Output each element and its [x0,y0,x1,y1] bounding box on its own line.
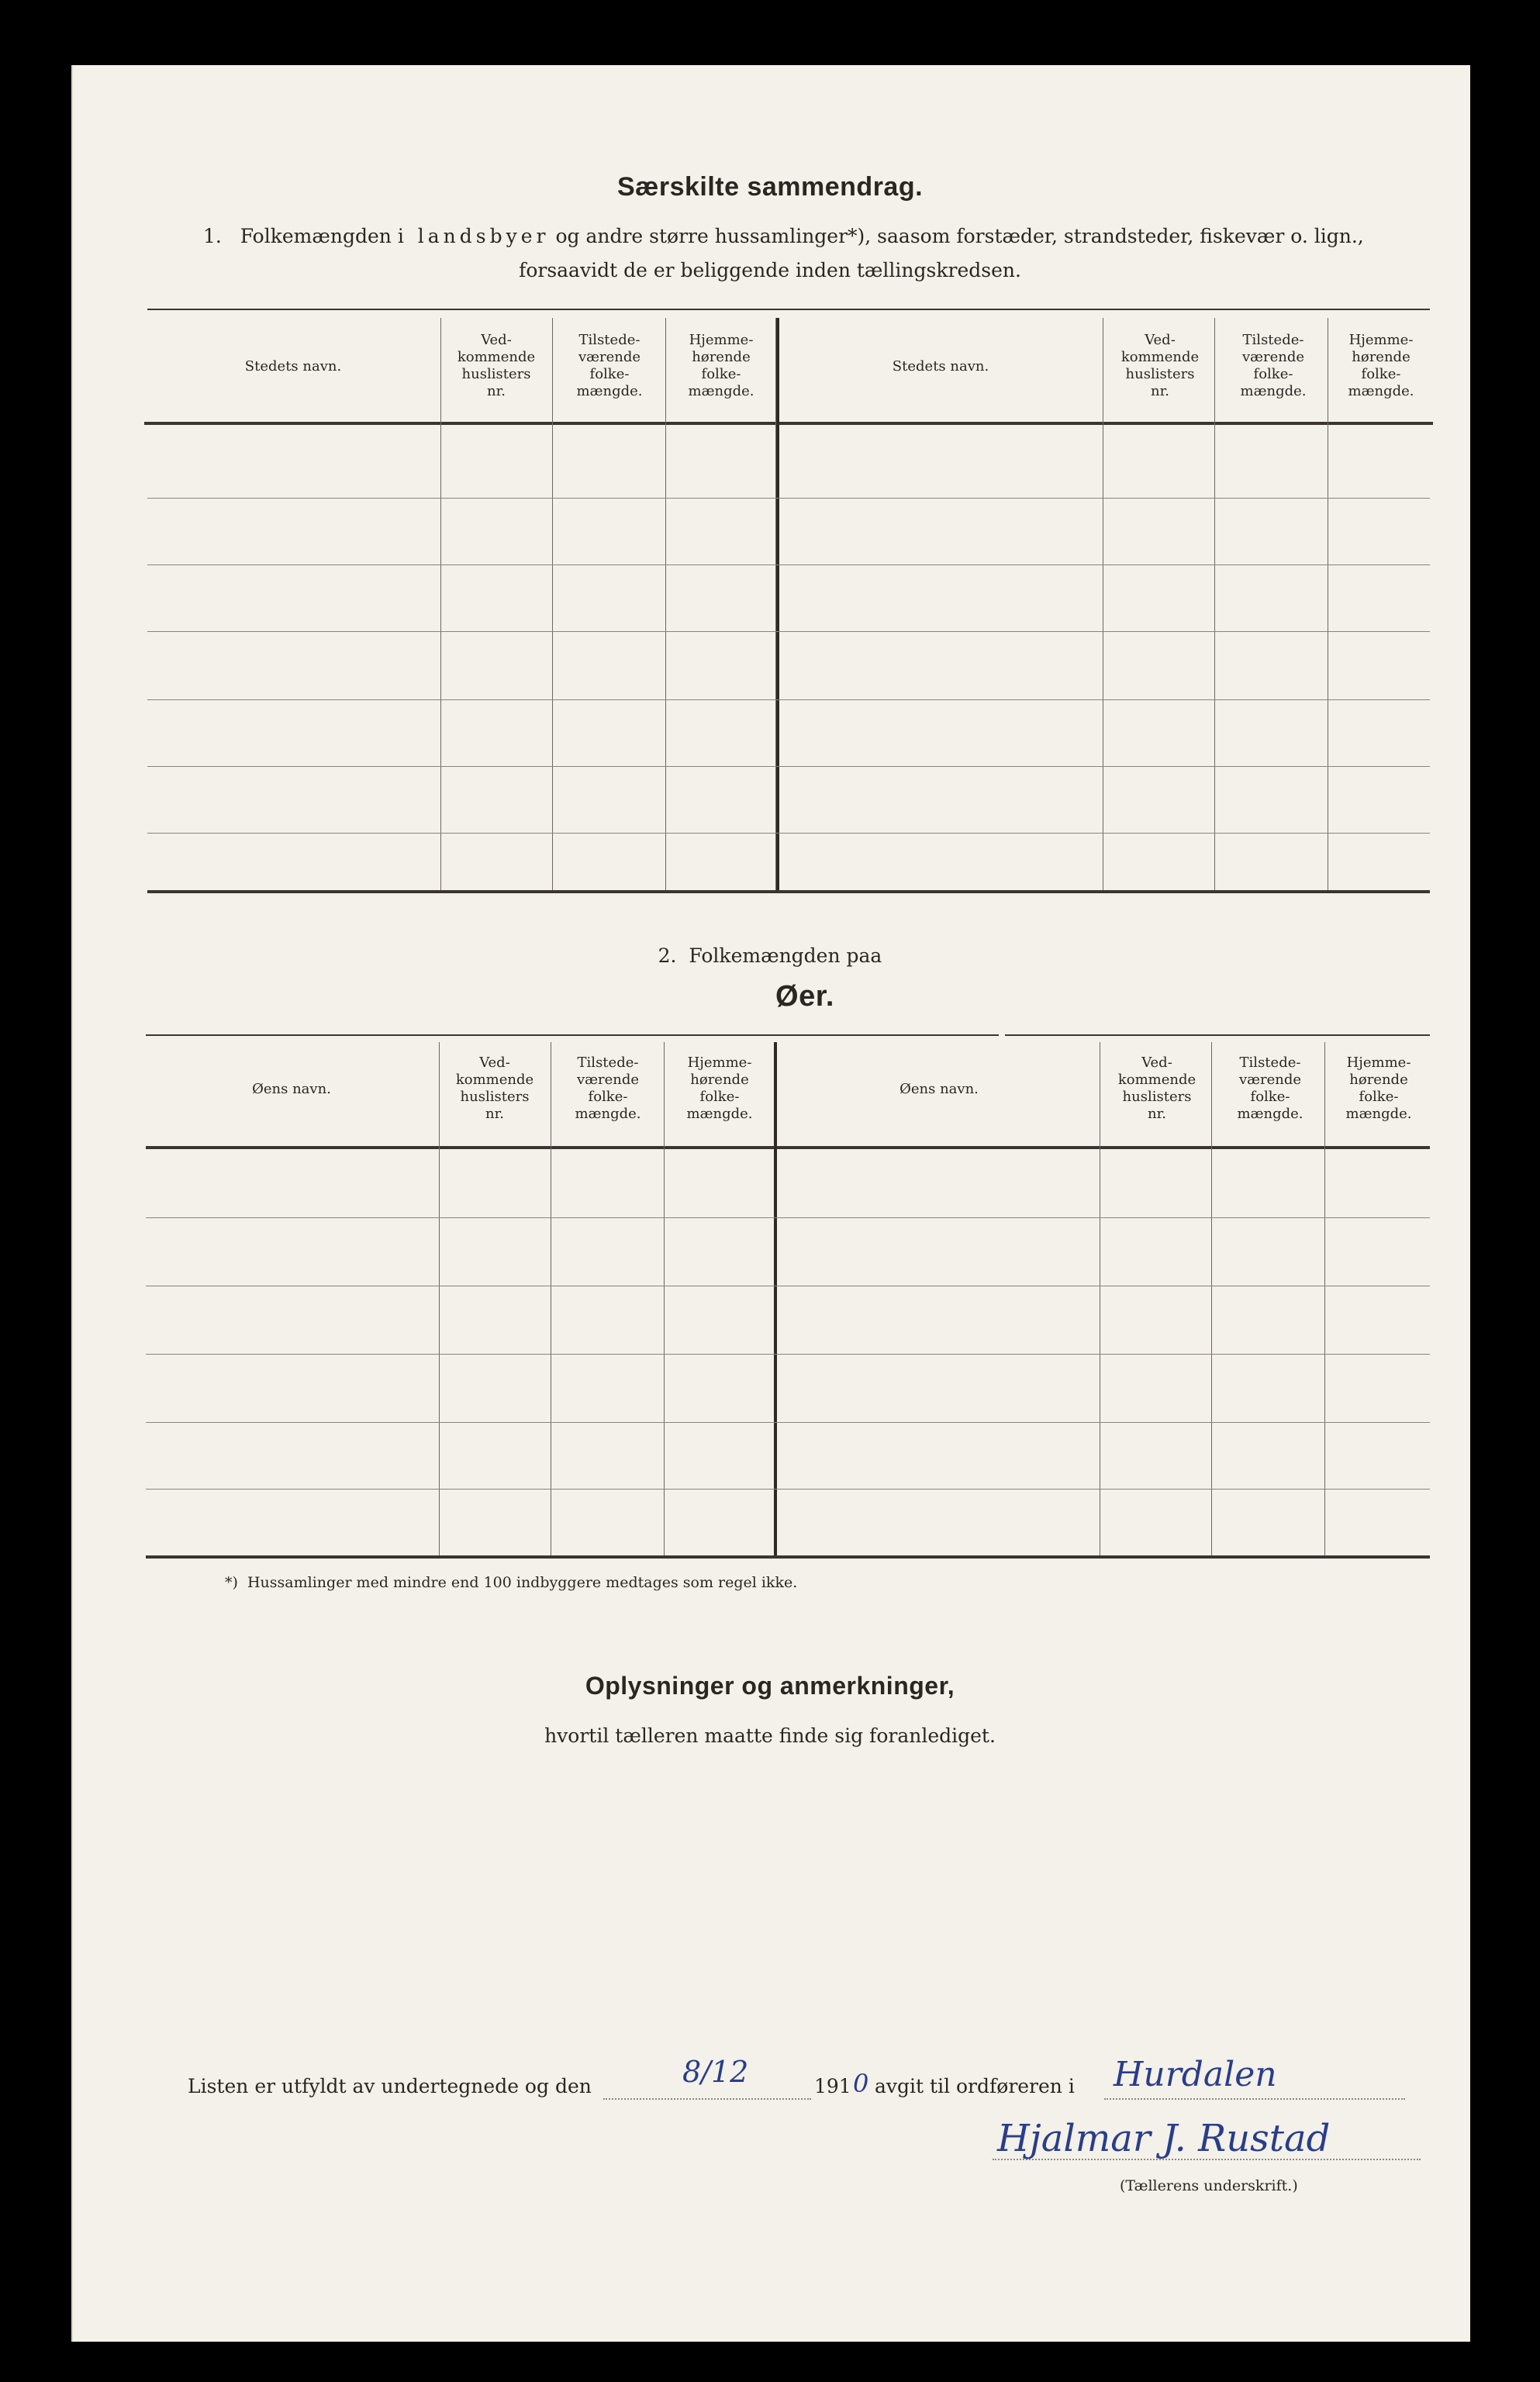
table2-vline [439,1042,440,1557]
table1-row-rule [147,833,1430,834]
section1-intro-line1 [203,225,1364,247]
date-value: 8/12 [682,2055,749,2089]
table2-center-divider [774,1042,777,1557]
table2-bottom-rule [146,1555,1430,1559]
table2-top-rule-right [1005,1034,1430,1036]
table2-col-resident-right: Hjemme- hørende folke- mængde. [1345,1055,1412,1122]
table2-col-name-right: Øens navn. [899,1081,979,1097]
section2-intro-line1: 2. Folkemængden paa [658,944,882,967]
table1-center-divider [776,318,779,890]
table1-vline [665,318,666,890]
table2-col-resident-left: Hjemme- hørende folke- mængde. [686,1055,753,1122]
table2-col-present-right: Tilstede- værende folke- mængde. [1237,1055,1303,1122]
table1-col-resident-left: Hjemme- hørende folke- mængde. [688,332,754,399]
footnote: *) Hussamlinger med mindre end 100 indbyggere medtages som regel ikke. [225,1574,798,1591]
table1-row-rule [147,699,1430,700]
table1-vline [1214,318,1215,890]
section1-intro-line2: forsaavidt de er beliggende inden tællingskredsen. [519,259,1021,281]
table1-col-name-right: Stedets navn. [892,358,989,375]
municipality-dotted-line [1104,2098,1405,2100]
table2-top-rule-left [146,1034,999,1036]
year-digit: 0 [853,2069,869,2098]
date-dotted-line [603,2098,811,2100]
section1-text-a: Folkemængden [240,225,392,247]
section1-number: 1. [203,225,222,247]
table1-col-name-left: Stedets navn. [244,358,342,375]
table1-col-listnr-right: Ved- kommende huslisters nr. [1120,332,1200,399]
table1-vline [440,318,441,890]
table1-row-rule [147,564,1430,565]
table1-col-present-right: Tilstede- værende folke- mængde. [1240,332,1307,399]
table2-col-present-left: Tilstede- værende folke- mængde. [575,1055,641,1122]
table2-vline [664,1042,665,1557]
table1-row-rule [147,498,1430,499]
page-title: Særskilte sammendrag. [616,172,924,202]
table1-vline [552,318,553,890]
remarks-title: Oplysninger og anmerkninger, [585,1672,955,1700]
closing-text-1: Listen er utfyldt av undertegnede og den [188,2075,592,2097]
table1-col-listnr-left: Ved- kommende huslisters nr. [457,332,536,399]
table2-header-rule [146,1146,1430,1149]
signature-caption: (Tællerens underskrift.) [1120,2177,1298,2194]
table2-row-rule [146,1489,1430,1490]
year-prefix: 191 [814,2075,851,2097]
table1-row-rule [147,766,1430,767]
census-form-page [71,65,1470,2342]
signature: Hjalmar J. Rustad [997,2117,1331,2160]
table2-row-rule [146,1217,1430,1218]
section1-text-c: og andre større hussamlinger*), saasom forstæder, strandsteder, fiskevær o. lign., [555,225,1364,247]
section2-title: Øer. [775,980,834,1013]
table2-col-listnr-left: Ved- kommende huslisters nr. [455,1055,534,1122]
table2-row-rule [146,1354,1430,1355]
municipality-value: Hurdalen [1114,2055,1277,2094]
section1-text-b: i landsbyer [397,225,550,247]
table2-col-name-left: Øens navn. [252,1081,331,1097]
table1-col-present-left: Tilstede- værende folke- mængde. [576,332,643,399]
table1-bottom-rule [147,890,1430,893]
table1-col-resident-right: Hjemme- hørende folke- mængde. [1348,332,1414,399]
table2-row-rule [146,1422,1430,1423]
table2-col-listnr-right: Ved- kommende huslisters nr. [1117,1055,1196,1122]
table1-header-rule [144,422,1433,425]
table1-top-rule [147,309,1430,310]
table2-vline [1211,1042,1212,1557]
table1-row-rule [147,631,1430,632]
table2-vline [1324,1042,1325,1557]
closing-text-2: avgit til ordføreren i [875,2075,1075,2097]
remarks-subtitle: hvortil tælleren maatte finde sig foranlediget. [544,1724,996,1747]
